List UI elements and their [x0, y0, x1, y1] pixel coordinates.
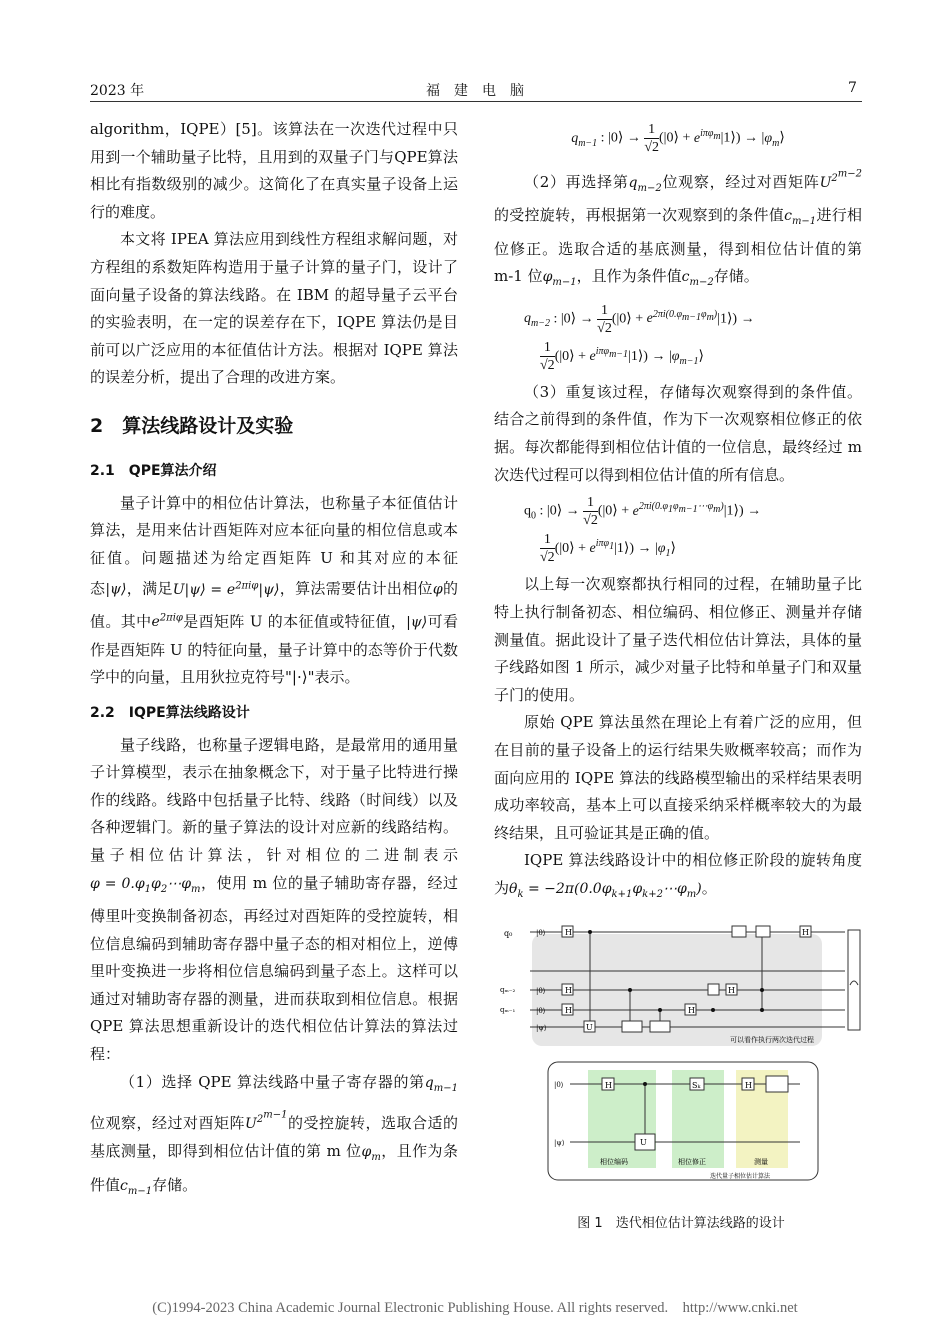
- svg-text:H: H: [745, 1081, 752, 1090]
- paragraph-step-2: （2）再选择第$q_{m-2}$位观察，经过对酉矩阵$U^{2^{m-2}}$的受控旋转，再根据第一次观察到的条件值$c_{m-1}$进行相位修正。选取合适的基底测量，得到相位估计值的第 m-1 位$\varphi_{m-1}$，且作为条件值$c_{m-2}$存储。: [494, 169, 862, 289]
- svg-text:H: H: [565, 986, 572, 995]
- header-rule: [90, 101, 862, 102]
- paragraph-contribution: 本文将 IPEA 算法应用到线性方程组求解问题，对方程组的系数矩阵构造用于量子计算的量子门，设计了面向量子设备的算法线路。在 IBM 的超导量子云平台的实验表明，在一定的误差存在下，IQPE 算法仍是目前可以广泛应用的本征值估计方法。根据对 IQPE 算法的误差分析，提出了合理的改进方案。: [90, 230, 458, 387]
- label-qm2: qₘ₋₂: [500, 986, 516, 994]
- paragraph-iqpe-design: 量子线路，也称量子逻辑电路，是最常用的通用量子计算模型，表示在抽象概念下，对于量子比特进行操作的线路。线路中包括量子比特、线路（时间线）以及各种逻辑门。新的量子算法的设计对应新的线路结构。量子相位估计算法，针对相位的二进制表示$\varphi = 0.\varphi_1\varphi_2\cdots\varphi_m$，使用 m 位的量子辅助寄存器，经过傅里叶变换制备初态，再经过对酉矩阵的受控旋转，相位信息编码到辅助寄存器中量子态的相对相位上，逆傅里叶变换进一步将相位信息编码到量子态上。这样可以通过对辅助寄存器的测量，进而获取到相位信息。根据 QPE 算法思想重新设计的迭代相位估计算法的算法过程：: [90, 735, 458, 1063]
- header-page: 7: [848, 80, 857, 96]
- section-heading-2: 2 算法线路设计及实验: [90, 414, 294, 437]
- right-column: [494, 116, 862, 908]
- stage-2-label: 相位修正: [678, 1158, 706, 1166]
- measurement-box: [848, 930, 860, 1030]
- paragraph-summary: 以上每一次观察都执行相同的过程，在辅助量子比特上执行制备初态、相位编码、相位修正、测量并存储测量值。据此设计了量子迭代相位估计算法，具体的量子线路如图 1 所示，减少对量子比特和单量子门和双量子门的使用。: [494, 575, 862, 704]
- copyright-footer: (C)1994-2023 China Academic Journal Electronic Publishing House. All rights reserved. http://www.cnki.net: [152, 1300, 798, 1316]
- paragraph-comparison: 原始 QPE 算法虽然在理论上有着广泛的应用，但在目前的量子设备上的运行结果失败概率较高；而作为面向应用的 IQPE 算法的线路模型输出的采样结果表明成功率较高，基本上可以直接采纳采样概率较大的为最终结果，且可验证其是正确的值。: [494, 713, 862, 842]
- equation-step2: $q_{m-2}$ : |0⟩ → $\frac{1}{√2}$ (|0⟩ + $e^{2\pi i(0.\varphi_{m-1}\varphi_m)}|1⟩$) → $\frac{1}{√2}$ (|0⟩ + $e^{i\pi\varphi_{m-1}}|1⟩$) → $|\varphi_{m-1}⟩$: [524, 302, 755, 373]
- subsection-heading-2-1: 2.1 QPE算法介绍: [90, 462, 217, 479]
- figure-caption: 图 1 迭代相位估计算法线路的设计: [577, 1216, 785, 1231]
- paragraph-rotation-angle: IQPE 算法线路设计中的相位修正阶段的旋转角度为$\theta_k$ = $-2\pi(0.0\varphi_{k+1}\varphi_{k+2}\cdots\varphi_m)$。: [494, 851, 862, 900]
- header-year: 2023 年: [90, 83, 145, 99]
- svg-text:|ψ⟩: |ψ⟩: [554, 1139, 565, 1147]
- paragraph-intro-end: algorithm，IQPE）[5]。该算法在一次迭代过程中只用到一个辅助量子比特，且用到的双量子门与QPE算法相比有指数级别的减少。这简化了在真实量子设备上运行的难度。: [90, 120, 458, 221]
- equation-step1: $q_{m-1}$ : |0⟩ → $\frac{1}{√2}$ (|0⟩ + $e^{i\pi\varphi_m}|1⟩$) → $|\varphi_m⟩$: [571, 121, 785, 155]
- svg-text:H: H: [688, 1006, 695, 1015]
- ket-q0: |0⟩: [536, 929, 546, 937]
- svg-text:U: U: [640, 1138, 647, 1147]
- left-column: [90, 116, 458, 1205]
- svg-text:U: U: [586, 1023, 593, 1032]
- svg-text:H: H: [802, 928, 809, 937]
- circuit-figure: [500, 910, 862, 1210]
- svg-text:H: H: [565, 928, 572, 937]
- equation-step3: $q_0$ : |0⟩ → $\frac{1}{√2}$ (|0⟩ + $e^{2\pi i(0.\varphi_1\varphi_{m-1}\cdots\varphi_m)}|1⟩$) → $\frac{1}{√2}$ (|0⟩ + $e^{i\pi\varphi_1}|1⟩$) → $|\varphi_1⟩$: [524, 495, 762, 566]
- svg-text:H: H: [605, 1081, 612, 1090]
- header-journal: 福 建 电 脑: [426, 83, 524, 99]
- stage-3-label: 测量: [754, 1158, 768, 1166]
- svg-text:H: H: [565, 1006, 572, 1015]
- ket-qm2: |0⟩: [536, 987, 546, 995]
- svg-text:Sₖ: Sₖ: [692, 1081, 701, 1090]
- label-qm1: qₘ₋₁: [500, 1006, 516, 1014]
- label-q0: q₀: [504, 929, 513, 938]
- stage-1-label: 相位编码: [600, 1158, 628, 1166]
- label-two-iterations: 可以看作执行两次迭代过程: [730, 1036, 814, 1044]
- svg-text:H: H: [728, 986, 735, 995]
- label-iqpe: 迭代量子相位估计算法: [710, 1173, 771, 1180]
- svg-text:|0⟩: |0⟩: [554, 1081, 564, 1089]
- paragraph-step-1: （1）选择 QPE 算法线路中量子寄存器的第$q_{m-1}$位观察，经过对酉矩阵$U^{2^{m-1}}$的受控旋转，选取合适的基底测量，即得到相位估计值的第 m 位$\varphi_m$，且作为条件值$c_{m-1}$存储。: [90, 1072, 458, 1197]
- paragraph-qpe-intro: 量子计算中的相位估计算法，也称量子本征值估计算法，是用来估计酉矩阵对应本征向量的相位信息或本征值。问题描述为给定酉矩阵 U 和其对应的本征态|ψ⟩，满足U|ψ⟩ = $e^{2\pi i\varphi}|\psi⟩$，算法需要估计出相位φ的值。其中$e^{2\pi i\varphi}$是酉矩阵 U 的本征值或特征值，|ψ⟩可看作是酉矩阵 U 的特征向量，量子计算中的态等价于代数学中的向量，且用狄拉克符号"|·⟩"表示。: [90, 493, 458, 687]
- subsection-heading-2-2: 2.2 IQPE算法线路设计: [90, 705, 250, 721]
- ket-psi: |ψ⟩: [536, 1024, 547, 1032]
- paragraph-step-3: （3）重复该过程，存储每次观察得到的条件值。结合之前得到的条件值，作为下一次观察相位修正的依据。每次都能得到相位估计值的一位信息，最终经过 m 次迭代过程可以得到相位估计值的所有信息。: [494, 382, 862, 484]
- ket-qm1: |0⟩: [536, 1007, 546, 1015]
